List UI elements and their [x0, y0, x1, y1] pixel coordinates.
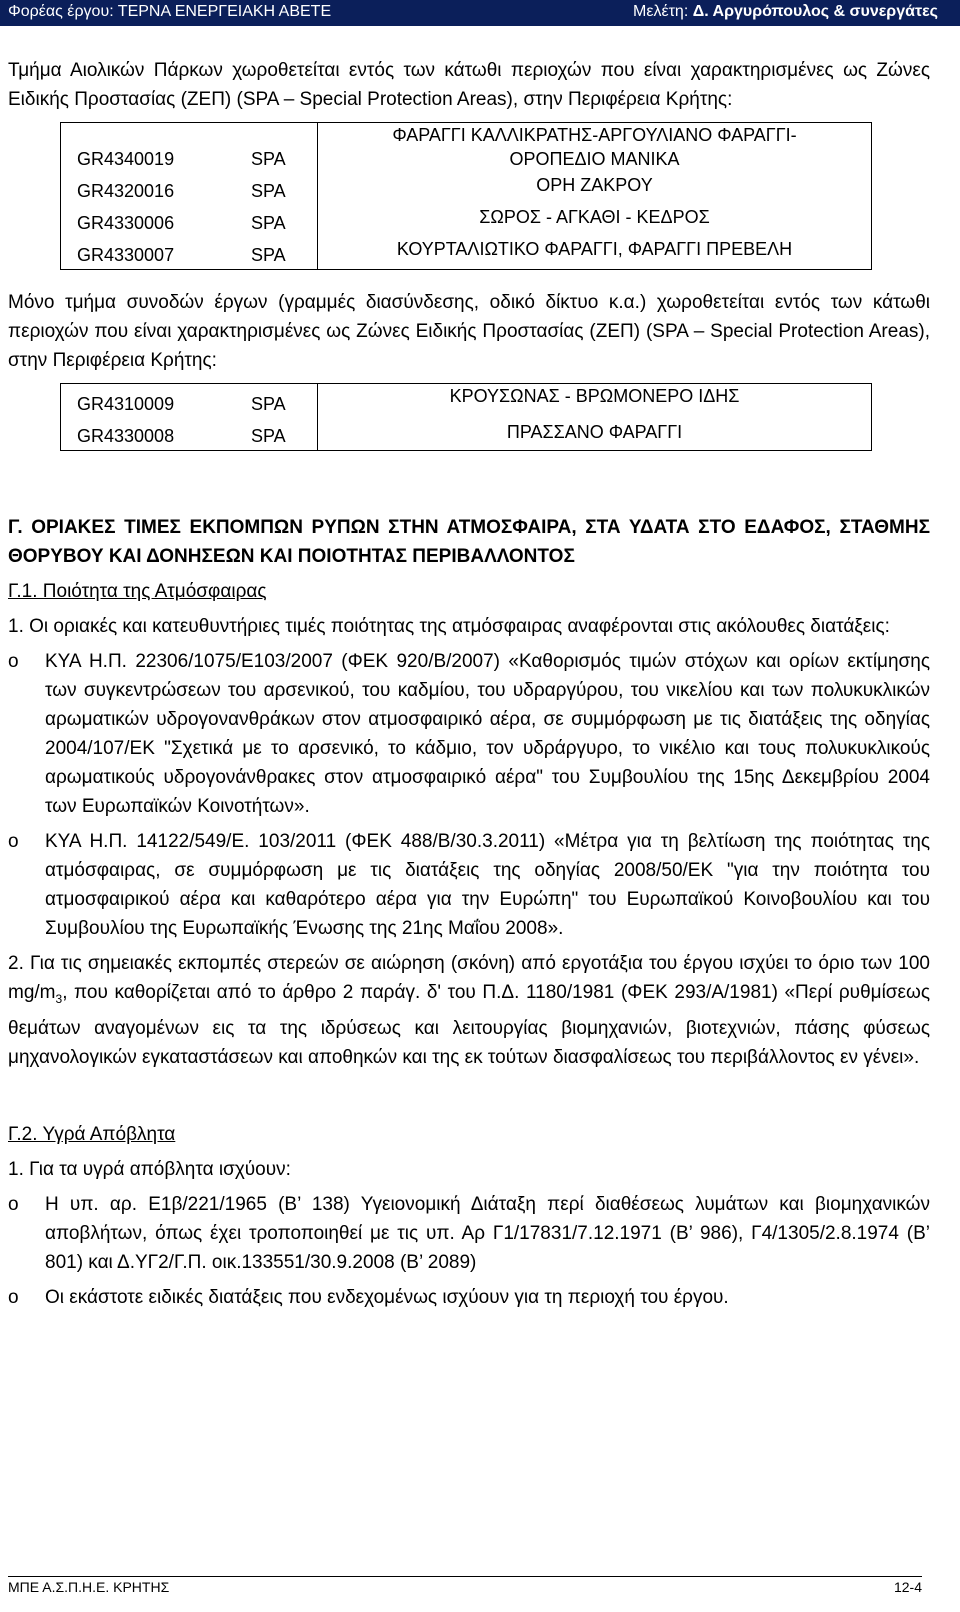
site-code: GR4330007 [77, 245, 175, 265]
bullet-marker: o [8, 1193, 19, 1215]
intro-paragraph-2: Μόνο τμήμα συνοδών έργων (γραμμές διασύνδεσης, οδικό δίκτυο κ.α.) χωροθετείται εντός των κάτωθι περιοχών που είναι χαρακτηρισμένες ως Ζώνες Ειδικής Προστασίας (ΖΕΠ) (SPA – Special Protection Areas), στην Περιφέρεια Κρήτης: [8, 292, 930, 371]
footer-title: ΜΠΕ Α.Σ.Π.Η.Ε. ΚΡΗΤΗΣ [8, 1579, 170, 1595]
list-item [8, 647, 930, 821]
spa-table-2 [60, 383, 872, 451]
study-label: Μελέτη: [633, 3, 689, 20]
site-type: SPA [251, 394, 286, 414]
unit-subscript: 3 [55, 991, 63, 1006]
spa-table-2-wrap [8, 383, 930, 451]
sub2-wrap [8, 1120, 930, 1149]
table-row [61, 416, 872, 451]
site-code: GR4330006 [77, 213, 175, 233]
table-row [61, 123, 872, 172]
document-body [8, 56, 930, 1312]
site-code: GR4340019 [77, 149, 175, 169]
list-item [8, 1283, 930, 1312]
list-item [8, 827, 930, 943]
bullet-marker: o [8, 831, 19, 852]
site-type: SPA [251, 245, 286, 265]
site-name: ΟΡΗ ΖΑΚΡΟΥ [536, 175, 653, 195]
item-2-part-b: , που καθορίζεται από το άρθρο 2 παράγ. δ' του Π.Δ. 1180/1981 (ΦΕΚ 293/Α/1981) «Περί ρυθμίσεως θεμάτων αναγομένων εις τα της ιδρύσεως και λειτουργίας βιομηχανιών, βιοτεχνιών, πάσης φύσεως μηχανολογικών εγκαταστάσεων και αποθηκών και της εκ τούτων διασφαλίσεως του περιβάλλοντος εν γένει». [8, 982, 930, 1068]
item-1: 1. Οι οριακές και κατευθυντήριες τιμές ποιότητας της ατμόσφαιρας αναφέρονται στις ακόλουθες διατάξεις: [8, 616, 890, 637]
site-name: ΣΩΡΟΣ - ΑΓΚΑΘΙ - ΚΕΔΡΟΣ [479, 207, 710, 227]
section-c2-title: Γ.2. Υγρά Απόβλητα [8, 1123, 176, 1145]
bullet-text: ΚΥΑ Η.Π. 14122/549/Ε. 103/2011 (ΦΕΚ 488/Β/30.3.2011) «Μέτρα για τη βελτίωση της ποιότητας της ατμόσφαιρας, σε συμμόρφωση με τις διατάξεις της οδηγίας 2008/50/ΕΚ "για την ποιότητα του ατμοσφαιρικού αέρα και καθαρότερο αέρα για την Ευρώπη" του Ευρωπαϊκού Κοινοβουλίου και του Συμβουλίου της Ευρωπαϊκής Ένωσης της 21ης Μαΐου 2008». [45, 831, 930, 939]
study-author [633, 3, 938, 21]
page-number: 12-4 [893, 1579, 922, 1595]
item-2-part-a: 2. Για τις σημειακές εκπομπές στερεών σε αιώρηση (σκόνη) από εργοτάξια του έργου ισχύει το όριο των 100 mg/m [8, 953, 930, 1003]
item-3: 1. Για τα υγρά απόβλητα ισχύουν: [8, 1158, 291, 1180]
bullet-text: Οι εκάστοτε ειδικές διατάξεις που ενδεχομένως ισχύουν για τη περιοχή του έργου. [45, 1286, 729, 1308]
list-item [8, 1190, 930, 1277]
page-header [0, 0, 960, 26]
section-c1-title: Γ.1. Ποιότητα της Ατμόσφαιρας [8, 581, 267, 602]
spa-table-1-wrap [8, 122, 930, 270]
intro-paragraph-1: Τμήμα Αιολικών Πάρκων χωροθετείται εντός των κάτωθι περιοχών που είναι χαρακτηρισμένες ως Ζώνες Ειδικής Προστασίας (ΖΕΠ) (SPA – Special Protection Areas), στην Περιφέρεια Κρήτης: [8, 60, 930, 110]
page-footer [8, 1576, 922, 1595]
bullet-text: Η υπ. αρ. Ε1β/221/1965 (Β’ 138) Υγειονομική Διάταξη περί διαθέσεως λυμάτων και βιομηχανικών αποβλήτων, όπως έχει τροποποιηθεί με τις υπ. Αρ Γ1/17831/7.12.1971 (Β’ 986), Γ4/1305/2.8.1974 (Β’ 801) και Δ.ΥΓ2/Γ.Π. οικ.133551/30.9.2008 (Β’ 2089) [45, 1193, 930, 1273]
site-name: ΦΑΡΑΓΓΙ ΚΑΛΛΙΚΡΑΤΗΣ-ΑΡΓΟΥΛΙΑΝΟ ΦΑΡΑΓΓΙ- [392, 125, 797, 145]
site-type: SPA [251, 149, 286, 169]
item-2 [8, 949, 930, 1072]
project-owner: Φορέας έργου: ΤΕΡΝΑ ΕΝΕΡΓΕΙΑΚΗ ΑΒΕΤΕ [8, 3, 332, 20]
section-c-title: Γ. ΟΡΙΑΚΕΣ ΤΙΜΕΣ ΕΚΠΟΜΠΩΝ ΡΥΠΩΝ ΣΤΗΝ ΑΤΜΟΣΦΑΙΡΑ, ΣΤΑ ΥΔΑΤΑ ΣΤΟ ΕΔΑΦΟΣ, ΣΤΑΘΜΗΣ ΘΟΡΥΒΟΥ ΚΑΙ ΔΟΝΗΣΕΩΝ ΚΑΙ ΠΟΙΟΤΗΤΑΣ ΠΕΡΙΒΑΛΛΟΝΤΟΣ [8, 517, 930, 567]
sub1-wrap [8, 577, 930, 606]
bullet-text: ΚΥΑ Η.Π. 22306/1075/Ε103/2007 (ΦΕΚ 920/Β/2007) «Καθορισμός τιμών στόχων και ορίων εκτίμησης των συγκεντρώσεων του αρσενικού, του καδμίου, του υδραργύρου, του νικελίου και των πολυκυκλικών αρωματικών υδρογονανθράκων στον ατμοσφαιρικό αέρα, σε συμμόρφωση με τις διατάξεις της οδηγίας 2004/107/ΕΚ "Σχετικά με το αρσενικό, το κάδμιο, τον υδράργυρο, το νικέλιο και τους πολυκυκλικούς αρωματικούς υδρογονάνθρακες στον ατμοσφαιρικό αέρα" του Συμβουλίου της 15ης Δεκεμβρίου 2004 των Ευρωπαϊκών Κοινοτήτων». [45, 651, 930, 817]
site-type: SPA [251, 426, 286, 446]
site-type: SPA [251, 181, 286, 201]
site-name: ΠΡΑΣΣΑΝΟ ΦΑΡΑΓΓΙ [318, 416, 872, 451]
site-name: ΚΟΥΡΤΑΛΙΩΤΙΚΟ ΦΑΡΑΓΓΙ, ΦΑΡΑΓΓΙ ΠΡΕΒΕΛΗ [396, 239, 793, 259]
site-names-cell [318, 123, 872, 270]
site-code: GR4330008 [77, 426, 175, 446]
bullet-marker: o [8, 1286, 19, 1308]
table-row [61, 384, 872, 417]
study-name: Δ. Αργυρόπουλος & συνεργάτες [692, 3, 938, 20]
site-name: ΚΡΟΥΣΩΝΑΣ - ΒΡΩΜΟΝΕΡΟ ΙΔΗΣ [318, 384, 872, 417]
site-code: GR4310009 [77, 394, 175, 414]
site-code: GR4320016 [77, 181, 175, 201]
site-type: SPA [251, 213, 286, 233]
bullet-marker: o [8, 651, 19, 672]
site-name: ΟΡΟΠΕΔΙΟ ΜΑΝΙΚΑ [509, 149, 680, 169]
spa-table-1 [60, 122, 872, 270]
